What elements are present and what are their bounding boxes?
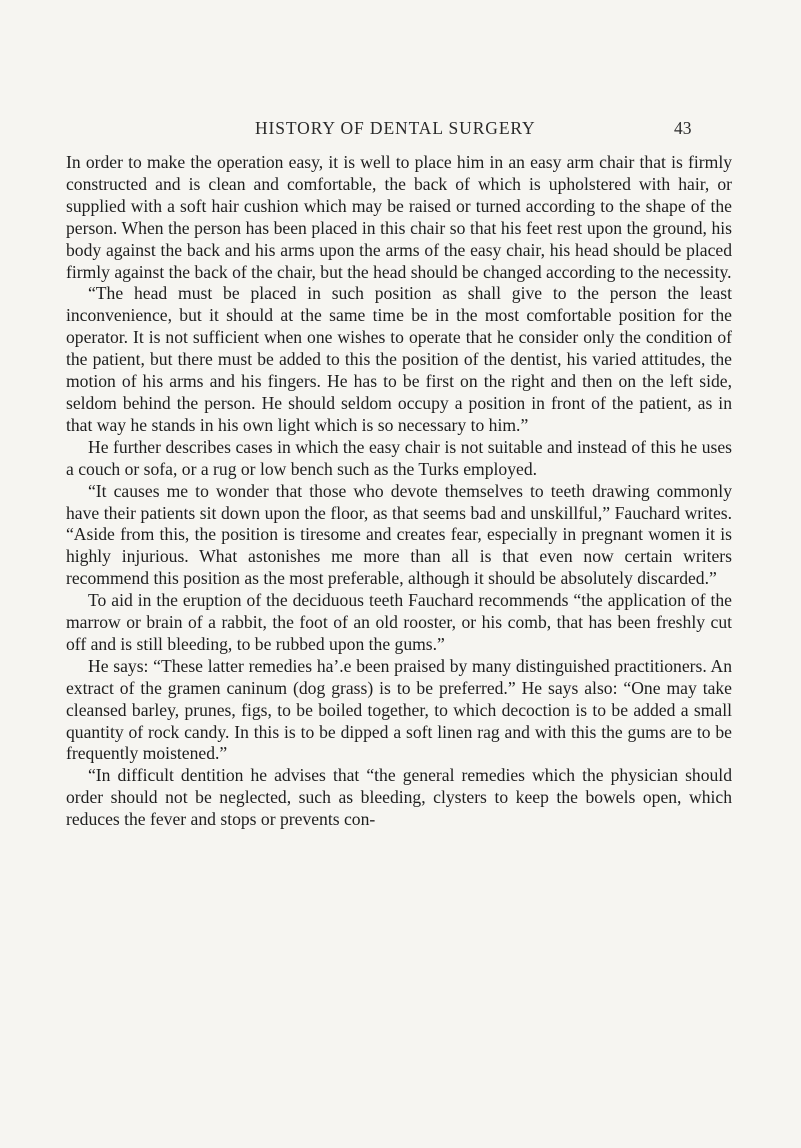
body-text (66, 152, 732, 831)
paragraph-6: He says: “These latter remedies ha’.e been praised by many distinguished practitioners. An extract of the gramen caninum (dog grass) is to be preferred.” He says also: “One may take cleansed barley, prunes, figs, to be boiled together, to which decoction is to be added a small quantity of rock candy. In this is to be dipped a soft linen rag and with this the gums are to be frequently moistened.” (66, 655, 732, 764)
paragraph-3: He further describes cases in which the easy chair is not suitable and instead of this he uses a couch or sofa, or a rug or low bench such as the Turks employed. (66, 436, 732, 479)
paragraph-1: In order to make the operation easy, it is well to place him in an easy arm chair that is firmly constructed and is clean and comfortable, the back of which is upholstered with hair, or supplied with a soft hair cushion which may be raised or turned according to the shape of the person. When the person has been placed in this chair so that his feet rest upon the ground, his body against the back and his arms upon the arms of the easy chair, his head should be placed firmly against the back of the chair, but the head should be changed according to the necessity. (66, 152, 732, 282)
paragraph-7: “In difficult dentition he advises that “the general remedies which the physician should order should not be neglected, such as bleeding, clysters to keep the bowels open, which reduces the fever and stops or prevents con- (66, 765, 732, 830)
paragraph-4: “It causes me to wonder that those who devote themselves to teeth drawing commonly have their patients sit down upon the floor, as that seems bad and unskillful,” Fauchard writes. “Aside from this, the position is tiresome and creates fear, especially in pregnant women it is highly injurious. What astonishes me more than all is that even now certain writers recommend this position as the most preferable, although it should be absolutely discarded.” (66, 480, 732, 589)
paragraph-5: To aid in the eruption of the deciduous teeth Fauchard recommends “the application of the marrow or brain of a rabbit, the foot of an old rooster, or his comb, that has been freshly cut off and is still bleeding, to be rubbed upon the gums.” (66, 590, 732, 654)
running-head-title: HISTORY OF DENTAL SURGERY (255, 118, 536, 138)
page-number: 43 (674, 118, 692, 138)
paragraph-2: “The head must be placed in such position as shall give to the person the least inconvenience, but it should at the same time be in the most comfortable position for the operator. It is not sufficient when one wishes to operate that he consider only the condition of the patient, but there must be added to this the position of the dentist, his varied attitudes, the motion of his arms and his fingers. He has to be first on the right and then on the left side, seldom behind the person. He should seldom occupy a position in front of the patient, as in that way he stands in his own light which is so necessary to him.” (66, 283, 732, 435)
